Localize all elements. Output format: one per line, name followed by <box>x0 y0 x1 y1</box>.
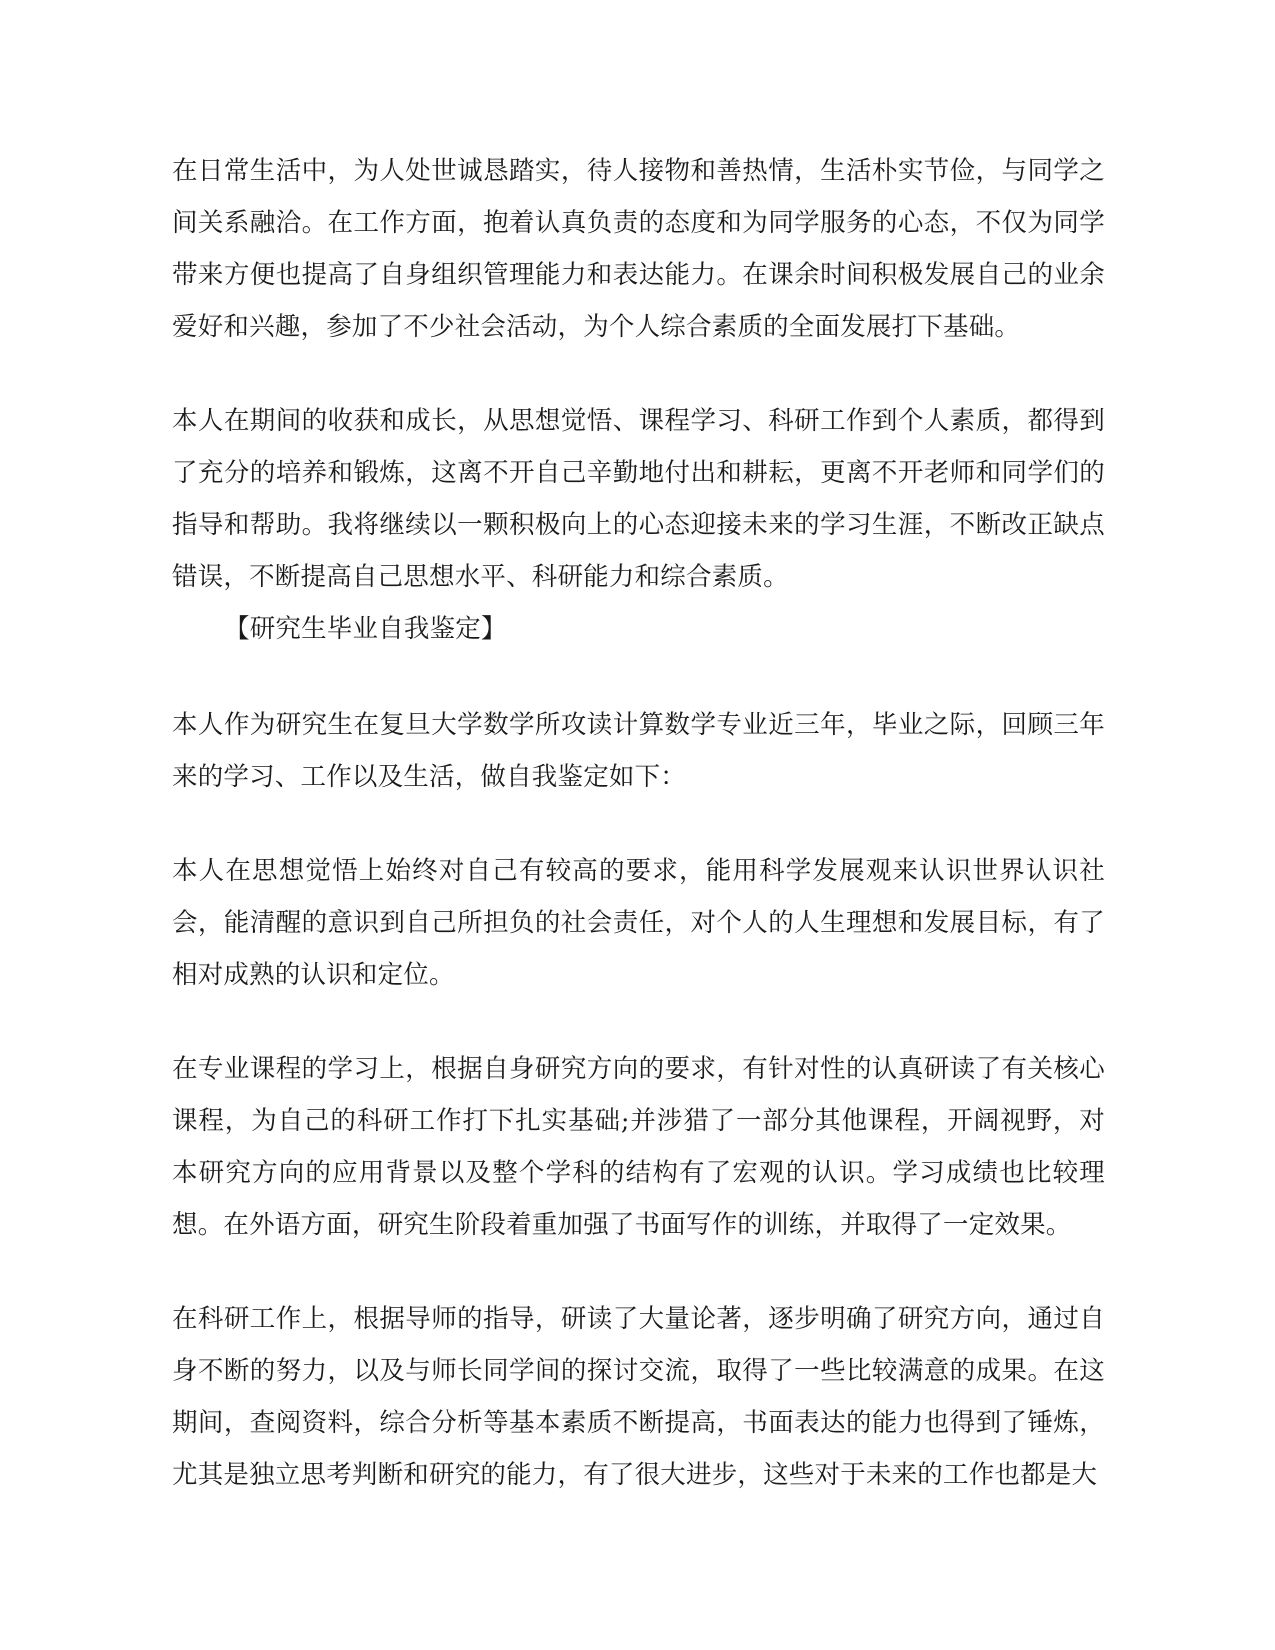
paragraph-ideology: 本人在思想觉悟上始终对自己有较高的要求，能用科学发展观来认识世界认识社会，能清醒的意识到自己所担负的社会责任，对个人的人生理想和发展目标，有了相对成熟的认识和定位。 <box>172 856 1105 990</box>
paragraph-daily-life: 在日常生活中，为人处世诚恳踏实，待人接物和善热情，生活朴实节俭，与同学之间关系融洽。在工作方面，抱着认真负责的态度和为同学服务的心态，不仅为同学带来方便也提高了自身组织管理能力和表达能力。在课余时间积极发展自己的业余爱好和兴趣，参加了不少社会活动，为个人综合素质的全面发展打下基础。 <box>172 156 1105 342</box>
paragraph-research-work: 在科研工作上，根据导师的指导，研读了大量论著，逐步明确了研究方向，通过自身不断的努力，以及与师长同学间的探讨交流，取得了一些比较满意的成果。在这期间，查阅资料，综合分析等基本素质不断提高，书面表达的能力也得到了锤炼，尤其是独立思考判断和研究的能力，有了很大进步，这些对于未来的工作也都是大 <box>172 1304 1105 1490</box>
paragraph-growth-summary: 本人在期间的收获和成长，从思想觉悟、课程学习、科研工作到个人素质，都得到了充分的培养和锻炼，这离不开自己辛勤地付出和耕耘，更离不开老师和同学们的指导和帮助。我将继续以一颗积极向上的心态迎接未来的学习生涯，不断改正缺点错误，不断提高自己思想水平、科研能力和综合素质。 <box>172 406 1105 592</box>
document-body <box>172 145 1105 1501</box>
section-heading-self-appraisal: 【研究生毕业自我鉴定】 <box>224 614 507 644</box>
paragraph-coursework: 在专业课程的学习上，根据自身研究方向的要求，有针对性的认真研读了有关核心课程，为自己的科研工作打下扎实基础;并涉猎了一部分其他课程，开阔视野，对本研究方向的应用背景以及整个学科的结构有了宏观的认识。学习成绩也比较理想。在外语方面，研究生阶段着重加强了书面写作的训练，并取得了一定效果。 <box>172 1054 1105 1240</box>
paragraph-intro-fudan: 本人作为研究生在复旦大学数学所攻读计算数学专业近三年，毕业之际，回顾三年来的学习、工作以及生活，做自我鉴定如下： <box>172 710 1105 792</box>
